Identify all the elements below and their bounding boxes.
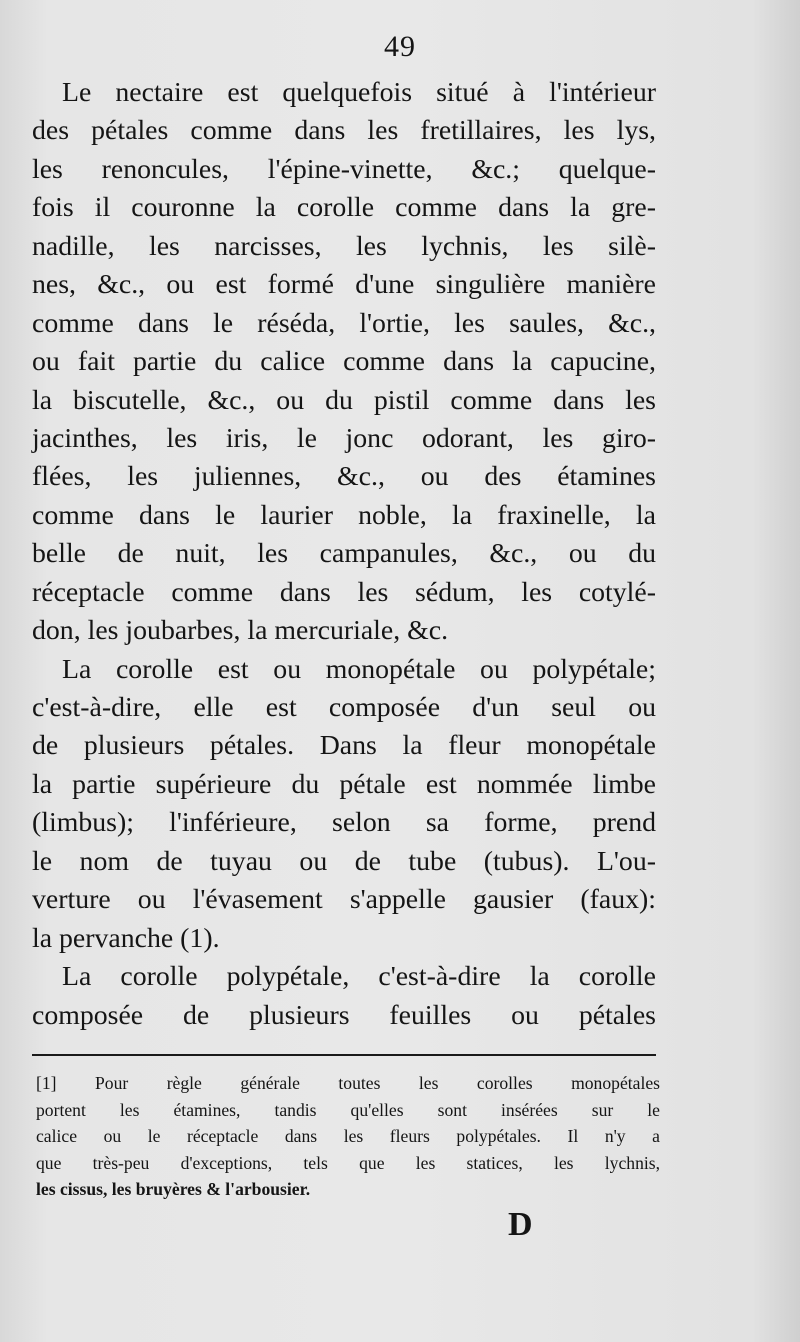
text-line: (limbus); l'inférieure, selon sa forme, prend xyxy=(32,807,656,839)
text-line: nes, &c., ou est formé d'une singulière manière xyxy=(32,269,656,301)
page-number: 49 xyxy=(384,30,416,63)
text-line: fois il couronne la corolle comme dans la gre- xyxy=(32,192,656,224)
text-line: la biscutelle, &c., ou du pistil comme dans les xyxy=(32,384,656,416)
text-line: les renoncules, l'épine-vinette, &c.; quelque- xyxy=(32,153,656,185)
text-line: des pétales comme dans les fretillaires, les lys, xyxy=(32,115,656,147)
paragraph-corolle xyxy=(32,651,656,959)
footnote-line: les cissus, les bruyères & l'arbousier. xyxy=(36,1179,311,1199)
footnote-rule xyxy=(32,1054,656,1056)
paragraph-nectaire xyxy=(32,74,656,651)
footnote xyxy=(36,1070,660,1203)
text-line: don, les joubarbes, la mercuriale, &c. xyxy=(32,615,449,647)
text-line: La corolle est ou monopétale ou polypétale; xyxy=(62,653,656,685)
paragraph-polypetale xyxy=(32,958,656,1035)
signature-mark: D xyxy=(508,1206,533,1243)
text-line: réceptacle comme dans les sédum, les cotylé- xyxy=(32,576,656,608)
text-line: La corolle polypétale, c'est-à-dire la corolle xyxy=(62,961,656,993)
text-line: c'est-à-dire, elle est composée d'un seul ou xyxy=(32,692,656,723)
text-line: composée de plusieurs feuilles ou pétales xyxy=(32,999,656,1031)
text-line: nadille, les narcisses, les lychnis, les silè- xyxy=(32,230,656,262)
text-line: comme dans le réséda, l'ortie, les saules, &c., xyxy=(32,307,656,339)
text-line: Le nectaire est quelquefois situé à l'intérieur xyxy=(62,77,656,108)
text-line: belle de nuit, les campanules, &c., ou du xyxy=(32,538,656,570)
text-line: comme dans le laurier noble, la fraxinelle, la xyxy=(32,499,656,531)
body-text xyxy=(32,74,656,1035)
text-line: la pervanche (1). xyxy=(32,922,220,954)
text-line: le nom de tuyau ou de tube (tubus). L'ou- xyxy=(32,845,656,877)
footnote-line: calice ou le réceptacle dans les fleurs polypétales. Il n'y a xyxy=(36,1126,660,1146)
footnote-line: [1] Pour règle générale toutes les corolles monopétales xyxy=(36,1073,660,1093)
footnote-line: portent les étamines, tandis qu'elles sont insérées sur le xyxy=(36,1099,660,1120)
text-line: flées, les juliennes, &c., ou des étamines xyxy=(32,461,656,493)
text-line: verture ou l'évasement s'appelle gausier (faux): xyxy=(32,884,656,916)
text-line: la partie supérieure du pétale est nommée limbe xyxy=(32,768,656,800)
text-line: de plusieurs pétales. Dans la fleur monopétale xyxy=(32,730,656,762)
footnote-line: que très-peu d'exceptions, tels que les statices, les lychnis, xyxy=(36,1152,660,1173)
text-line: jacinthes, les iris, le jonc odorant, les giro- xyxy=(32,422,656,454)
text-line: ou fait partie du calice comme dans la capucine, xyxy=(32,346,656,378)
